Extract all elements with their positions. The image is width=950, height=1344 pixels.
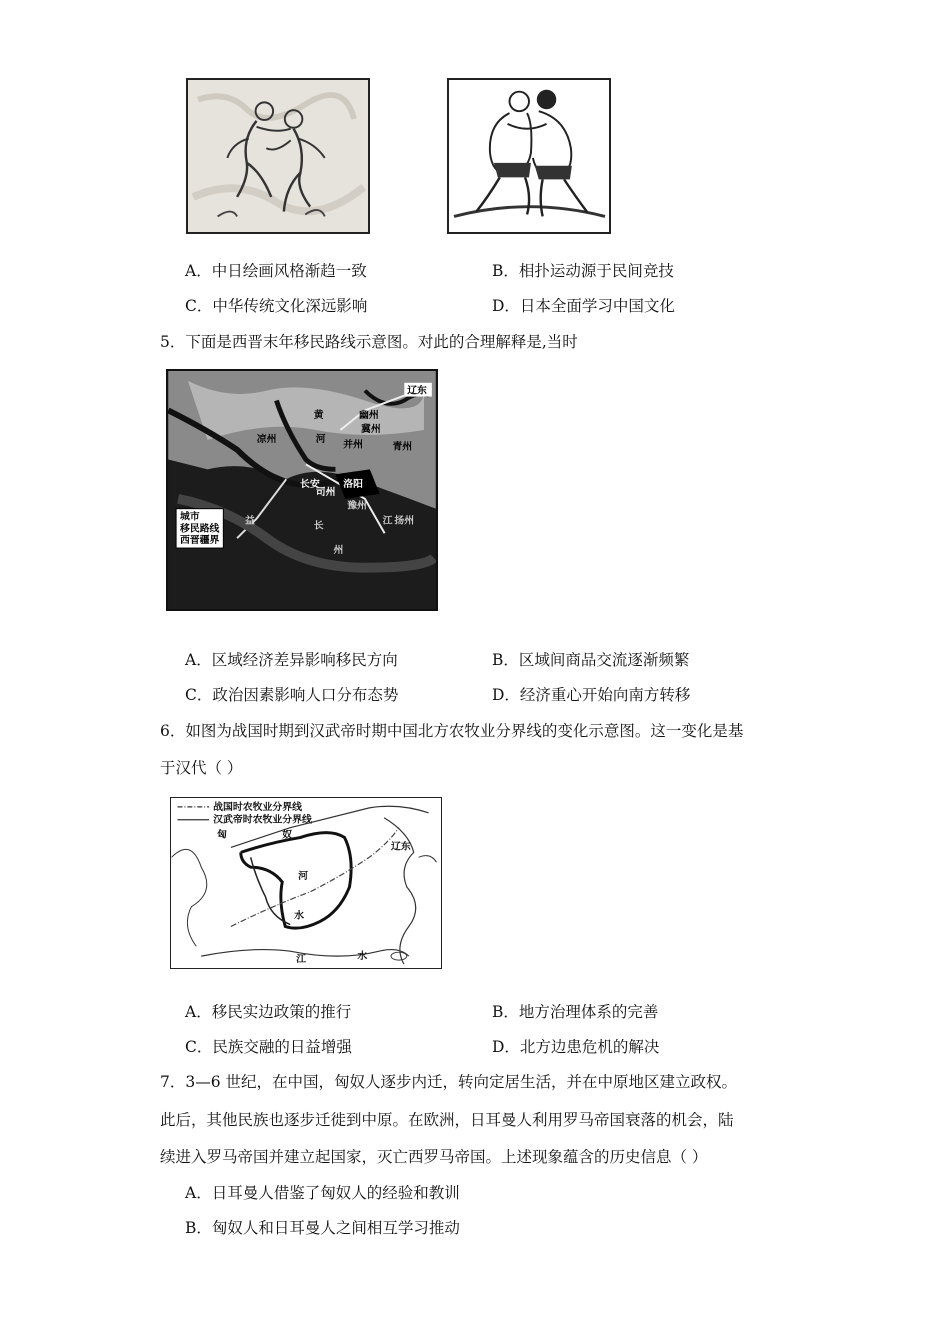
q4-option-d: D．日本全面学习中国文化 [492,297,675,315]
map-label-yi: 益 [244,515,255,527]
q5-option-b: B．区域间商品交流逐渐频繁 [492,651,690,669]
map-label-jiang: 江 [382,515,393,527]
ancient-wrestling-painting [186,78,370,234]
q5-stem: 5．下面是西晋末年移民路线示意图。对此的合理解释是,当时 [160,333,578,351]
q6-option-c: C．民族交融的日益增强 [185,1038,352,1056]
sumo-wrestlers-illustration [449,80,609,232]
map-label-shui: 水 [294,910,305,922]
western-jin-migration-map [166,369,438,611]
map-label-liaodong: 辽东 [391,841,411,853]
q5-option-a: A．区域经济差异影响移民方向 [185,651,398,669]
agro-pastoral-boundary-map [170,797,442,969]
map-label-luoyang: 洛阳 [343,479,363,491]
q6-stem-line1: 6．如图为战国时期到汉武帝时期中国北方农牧业分界线的变化示意图。这一变化是基 [160,722,744,740]
map-label-chang: 长 [313,520,324,532]
map-label-huang: 黄 [313,410,324,422]
boundary-map-drawing [171,798,441,968]
map-label-jiang: 江 [296,954,307,966]
q4-option-b: B．相扑运动源于民间竞技 [492,262,674,280]
map-label-he: 河 [298,871,308,883]
map-label-xiong: 匈 [217,829,227,841]
map-label-liangzhou: 凉州 [256,433,277,445]
migration-map-drawing [168,371,436,609]
q6-option-d: D．北方边患危机的解决 [492,1038,660,1056]
q7-option-a: A．日耳曼人借鉴了匈奴人的经验和教训 [185,1184,460,1202]
legend-warring-states-line: 战国时农牧业分界线 [213,801,302,813]
map-label-he: 河 [315,433,326,445]
map-legend-border: 西晋疆界 [180,535,220,547]
q4-option-a: A．中日绘画风格渐趋一致 [185,262,367,280]
q7-stem-line3: 续进入罗马帝国并建立起国家，灭亡西罗马帝国。上述现象蕴含的历史信息（ ） [160,1148,708,1166]
q7-stem-line1: 7．3—6 世纪，在中国，匈奴人逐步内迁，转向定居生活，并在中原地区建立政权。 [160,1073,738,1091]
map-label-changan: 长安 [300,479,320,491]
map-label-bingzhou: 并州 [343,439,363,451]
map-label-qingzhou: 青州 [392,441,413,453]
map-label-zhou: 州 [333,544,344,556]
q5-option-d: D．经济重心开始向南方转移 [492,686,691,704]
map-legend-city: 城市 [180,511,200,523]
q7-stem-line2: 此后，其他民族也逐步迁徙到中原。在欧洲，日耳曼人利用罗马帝国衰落的机会，陆 [160,1111,734,1129]
legend-han-wudi-line: 汉武帝时农牧业分界线 [213,814,312,826]
map-label-shui2: 水 [357,951,368,963]
q7-option-b: B．匈奴人和日耳曼人之间相互学习推动 [185,1219,460,1237]
q6-option-a: A．移民实边政策的推行 [185,1003,352,1021]
map-label-nu: 奴 [282,829,293,841]
ancient-wrestling-drawing [188,80,368,232]
map-label-jizhou: 冀州 [361,423,381,435]
map-label-yangzhou: 扬州 [394,515,415,527]
map-label-liaodong: 辽东 [407,385,427,397]
map-label-sizhou: 司州 [315,486,336,498]
sumo-wrestlers-drawing [447,78,611,234]
map-label-yuzhou: 豫州 [347,500,367,512]
q6-option-b: B．地方治理体系的完善 [492,1003,659,1021]
q5-option-c: C．政治因素影响人口分布态势 [185,686,399,704]
q6-stem-line2: 于汉代（ ） [160,759,243,777]
map-legend-route: 移民路线 [180,523,220,535]
q4-option-c: C．中华传统文化深远影响 [185,297,368,315]
map-label-youzhou: 幽州 [359,410,379,422]
